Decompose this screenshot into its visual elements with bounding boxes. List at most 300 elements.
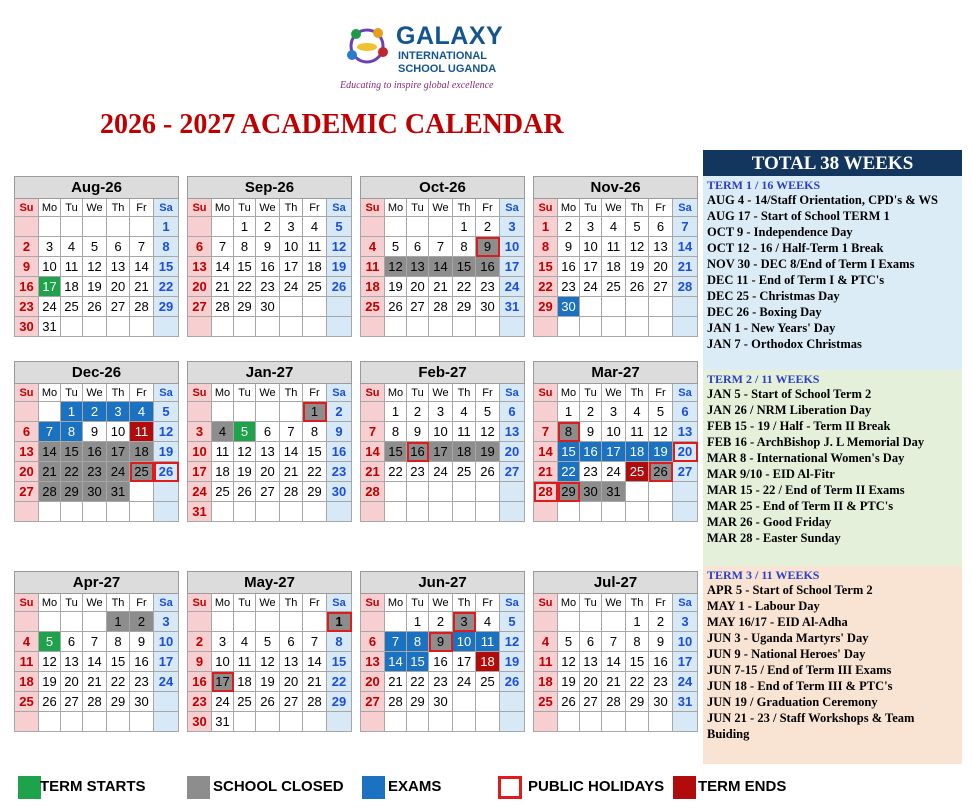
weekday-header: Fr [303,199,327,217]
calendar-day: 3 [154,612,179,632]
weekday-header: Mo [558,594,580,612]
empty-day [280,612,303,632]
calendar-day: 7 [361,422,385,442]
term-event: MAR 28 - Easter Sunday [707,531,841,545]
calendar-day: 13 [649,237,673,257]
calendar-day: 10 [107,422,130,442]
weekday-header: We [256,384,280,402]
calendar-day: 19 [234,462,256,482]
calendar-day: 28 [385,692,407,712]
weekday-header: Tu [234,594,256,612]
weekday-header: Mo [39,199,61,217]
calendar-day: 30 [429,692,453,712]
empty-day [626,712,649,732]
calendar-day: 5 [500,612,525,632]
empty-day [327,712,352,732]
month-calendar [533,571,698,732]
weekday-header: Mo [385,384,407,402]
calendar-day: 17 [154,652,179,672]
calendar-day: 3 [580,217,602,237]
calendar-day: 4 [361,237,385,257]
empty-day [407,712,429,732]
weekday-header: Sa [154,594,179,612]
calendar-day: 9 [580,422,602,442]
month-calendar [14,176,179,337]
weekday-header: Th [453,199,476,217]
weekday-header: Th [107,384,130,402]
empty-day [212,502,234,522]
empty-day [407,217,429,237]
calendar-day: 7 [83,632,107,652]
calendar-day: 21 [534,462,558,482]
calendar-day: 27 [673,462,698,482]
calendar-day: 22 [234,277,256,297]
calendar-day: 23 [649,672,673,692]
weekday-header: Tu [580,384,602,402]
calendar-day: 5 [649,402,673,422]
calendar-day: 2 [429,612,453,632]
month-calendar [533,176,698,337]
calendar-day: 28 [303,692,327,712]
month-name: Apr-27 [15,572,179,594]
weekday-header: Tu [407,594,429,612]
empty-day [580,317,602,337]
calendar-day: 4 [534,632,558,652]
calendar-day: 10 [500,237,525,257]
calendar-day: 27 [649,277,673,297]
calendar-day: 25 [602,277,626,297]
empty-day [626,297,649,317]
legend-swatch [18,776,41,799]
weekday-header: Sa [154,384,179,402]
galaxy-logo-icon [342,24,392,68]
weekday-header: Tu [234,199,256,217]
logo-subtitle: INTERNATIONAL [398,50,488,62]
empty-day [534,317,558,337]
empty-day [130,217,154,237]
empty-day [361,502,385,522]
calendar-day: 5 [154,402,179,422]
calendar-day: 20 [500,442,525,462]
calendar-day: 13 [280,652,303,672]
calendar-day: 6 [15,422,39,442]
empty-day [429,217,453,237]
calendar-day: 2 [83,402,107,422]
empty-day [154,692,179,712]
empty-day [39,612,61,632]
calendar-day: 18 [130,442,154,462]
empty-day [188,402,212,422]
calendar-day: 30 [256,297,280,317]
calendar-day: 20 [580,672,602,692]
calendar-day: 21 [39,462,61,482]
calendar-day: 15 [626,652,649,672]
empty-day [256,402,280,422]
empty-day [602,712,626,732]
calendar-day: 8 [385,422,407,442]
calendar-day: 10 [39,257,61,277]
calendar-day: 14 [429,257,453,277]
calendar-day: 6 [61,632,83,652]
calendar-day: 4 [476,612,500,632]
month-name: Jul-27 [534,572,698,594]
weekday-header: Tu [61,594,83,612]
empty-day [15,502,39,522]
calendar-day: 22 [61,462,83,482]
calendar-day: 25 [130,462,154,482]
empty-day [256,502,280,522]
calendar-day: 6 [500,402,525,422]
empty-day [500,482,525,502]
calendar-day: 2 [580,402,602,422]
calendar-day: 12 [39,652,61,672]
empty-day [83,712,107,732]
calendar-day: 14 [212,257,234,277]
month-calendar [14,571,179,732]
term-event: MAY 16/17 - EID Al-Adha [707,615,848,629]
calendar-day: 31 [212,712,234,732]
calendar-day: 23 [130,672,154,692]
calendar-day: 14 [361,442,385,462]
weekday-header: Tu [61,384,83,402]
empty-day [212,217,234,237]
calendar-day: 17 [580,257,602,277]
calendar-day: 26 [476,462,500,482]
calendar-day: 12 [327,237,352,257]
calendar-day: 2 [256,217,280,237]
empty-day [385,217,407,237]
empty-day [303,297,327,317]
calendar-day: 8 [107,632,130,652]
calendar-day: 19 [558,672,580,692]
calendar-day: 29 [453,297,476,317]
weekday-header: Mo [385,199,407,217]
calendar-day: 25 [476,672,500,692]
calendar-day: 4 [61,237,83,257]
month-name: Jan-27 [188,362,352,384]
term-event: MAR 8 - International Women's Day [707,451,905,465]
weekday-header: Th [280,384,303,402]
calendar-day: 18 [602,257,626,277]
calendar-day: 20 [280,672,303,692]
calendar-day: 6 [188,237,212,257]
calendar-day: 11 [361,257,385,277]
weekday-header: Tu [580,199,602,217]
calendar-day: 17 [673,652,698,672]
weekday-header: Th [626,594,649,612]
empty-day [39,712,61,732]
calendar-day: 23 [188,692,212,712]
empty-day [558,502,580,522]
empty-day [500,692,525,712]
calendar-day: 8 [626,632,649,652]
calendar-day: 4 [15,632,39,652]
calendar-day: 22 [385,462,407,482]
calendar-day: 15 [303,442,327,462]
weekday-header: We [256,199,280,217]
calendar-day: 24 [500,277,525,297]
calendar-day: 9 [188,652,212,672]
calendar-day: 24 [580,277,602,297]
calendar-day: 1 [303,402,327,422]
calendar-day: 11 [130,422,154,442]
term-header: TERM 2 / 11 WEEKS [707,372,820,386]
calendar-day: 2 [327,402,352,422]
calendar-day: 13 [407,257,429,277]
calendar-day: 7 [130,237,154,257]
page-title: 2026 - 2027 ACADEMIC CALENDAR [100,109,564,140]
calendar-day: 12 [234,442,256,462]
calendar-day: 5 [83,237,107,257]
calendar-day: 24 [453,672,476,692]
empty-day [61,612,83,632]
calendar-day: 26 [83,297,107,317]
calendar-day: 11 [534,652,558,672]
empty-day [303,317,327,337]
term-event: JUN 18 - End of Term III & PTC's [707,679,893,693]
calendar-day: 23 [256,277,280,297]
term-3-panel [703,566,962,764]
calendar-day: 31 [107,482,130,502]
calendar-day: 20 [107,277,130,297]
calendar-day: 29 [234,297,256,317]
term-event: FEB 15 - 19 / Half - Term II Break [707,419,891,433]
empty-day [303,712,327,732]
weekday-header: Su [361,199,385,217]
calendar-day: 28 [534,482,558,502]
empty-day [385,317,407,337]
month-name: Oct-26 [361,177,525,199]
calendar-day: 19 [327,257,352,277]
term-event: MAR 9/10 - EID Al-Fitr [707,467,835,481]
weekday-header: Th [107,594,130,612]
calendar-day: 12 [558,652,580,672]
calendar-day: 17 [39,277,61,297]
weekday-header: Sa [327,199,352,217]
empty-day [626,317,649,337]
calendar-day: 4 [234,632,256,652]
calendar-day: 16 [407,442,429,462]
calendar-day: 13 [188,257,212,277]
calendar-day: 6 [361,632,385,652]
calendar-day: 11 [453,422,476,442]
calendar-day: 14 [303,652,327,672]
empty-day [234,712,256,732]
calendar-day: 22 [453,277,476,297]
calendar-day: 8 [327,632,352,652]
calendar-day: 12 [626,237,649,257]
calendar-day: 20 [673,442,698,462]
weekday-header: Mo [39,384,61,402]
calendar-day: 20 [649,257,673,277]
empty-day [429,712,453,732]
calendar-day: 6 [649,217,673,237]
calendar-day: 30 [83,482,107,502]
calendar-day: 23 [327,462,352,482]
calendar-day: 10 [453,632,476,652]
weekday-header: Mo [558,384,580,402]
weekday-header: Th [280,594,303,612]
calendar-day: 21 [130,277,154,297]
month-name: Sep-26 [188,177,352,199]
calendar-day: 5 [327,217,352,237]
weekday-header: We [256,594,280,612]
calendar-day: 28 [429,297,453,317]
empty-day [15,612,39,632]
calendar-day: 25 [626,462,649,482]
empty-day [649,482,673,502]
empty-day [280,502,303,522]
term-header: TERM 3 / 11 WEEKS [707,568,820,582]
weekday-header: Th [280,199,303,217]
calendar-day: 22 [407,672,429,692]
calendar-day: 7 [429,237,453,257]
calendar-day: 3 [107,402,130,422]
empty-day [429,502,453,522]
calendar-day: 8 [453,237,476,257]
weekday-header: Sa [500,384,525,402]
calendar-day: 22 [303,462,327,482]
calendar-day: 7 [385,632,407,652]
calendar-day: 18 [626,442,649,462]
term-event: NOV 30 - DEC 8/End of Term I Exams [707,257,915,271]
empty-day [476,692,500,712]
calendar-day: 20 [188,277,212,297]
empty-day [602,297,626,317]
calendar-day: 30 [580,482,602,502]
empty-day [602,502,626,522]
calendar-day: 11 [602,237,626,257]
calendar-day: 4 [130,402,154,422]
empty-day [407,482,429,502]
empty-day [476,712,500,732]
empty-day [453,482,476,502]
calendar-day: 1 [558,402,580,422]
calendar-day: 9 [83,422,107,442]
calendar-day: 10 [212,652,234,672]
calendar-day: 10 [188,442,212,462]
calendar-day: 2 [130,612,154,632]
term-event: JUN 9 - National Heroes' Day [707,647,866,661]
weekday-header: Mo [39,594,61,612]
empty-day [500,712,525,732]
empty-day [327,317,352,337]
month-name: Dec-26 [15,362,179,384]
calendar-day: 24 [154,672,179,692]
weekday-header: We [602,384,626,402]
calendar-day: 31 [188,502,212,522]
calendar-day: 2 [188,632,212,652]
term-2-panel [703,370,962,566]
weekday-header: Mo [558,199,580,217]
term-event: OCT 12 - 16 / Half-Term 1 Break [707,241,884,255]
calendar-day: 10 [280,237,303,257]
calendar-day: 11 [212,442,234,462]
calendar-day: 1 [534,217,558,237]
calendar-day: 23 [476,277,500,297]
calendar-day: 13 [107,257,130,277]
calendar-day: 9 [558,237,580,257]
calendar-day: 8 [234,237,256,257]
weekday-header: Fr [476,384,500,402]
weekday-header: Mo [212,594,234,612]
calendar-day: 14 [130,257,154,277]
weekday-header: We [429,199,453,217]
empty-day [39,217,61,237]
calendar-day: 24 [212,692,234,712]
calendar-day: 26 [154,462,179,482]
calendar-day: 21 [385,672,407,692]
calendar-day: 18 [234,672,256,692]
empty-day [327,502,352,522]
empty-day [107,317,130,337]
calendar-day: 17 [429,442,453,462]
weekday-header: Fr [649,384,673,402]
calendar-day: 19 [83,277,107,297]
calendar-day: 5 [256,632,280,652]
calendar-day: 9 [256,237,280,257]
weekday-header: Th [107,199,130,217]
weekday-header: Th [626,384,649,402]
calendar-day: 31 [673,692,698,712]
calendar-day: 17 [280,257,303,277]
calendar-day: 16 [130,652,154,672]
weekday-header: Sa [327,384,352,402]
weekday-header: Mo [212,384,234,402]
calendar-day: 20 [61,672,83,692]
calendar-day: 30 [649,692,673,712]
empty-day [500,502,525,522]
calendar-day: 21 [673,257,698,277]
calendar-day: 30 [188,712,212,732]
calendar-day: 10 [673,632,698,652]
calendar-day: 14 [673,237,698,257]
calendar-day: 17 [212,672,234,692]
calendar-day: 26 [649,462,673,482]
calendar-day: 13 [256,442,280,462]
calendar-day: 18 [212,462,234,482]
empty-day [361,712,385,732]
calendar-day: 21 [280,462,303,482]
term-event: JUN 3 - Uganda Martyrs' Day [707,631,869,645]
weekday-header: Su [188,384,212,402]
empty-day [188,317,212,337]
calendar-day: 6 [673,402,698,422]
empty-day [234,612,256,632]
calendar-day: 4 [602,217,626,237]
calendar-day: 29 [558,482,580,502]
calendar-day: 21 [212,277,234,297]
calendar-day: 12 [83,257,107,277]
calendar-day: 27 [407,297,429,317]
calendar-day: 28 [130,297,154,317]
weekday-header: Th [626,199,649,217]
month-name: Nov-26 [534,177,698,199]
calendar-day: 21 [83,672,107,692]
weekday-header: Fr [303,594,327,612]
calendar-day: 2 [558,217,580,237]
calendar-day: 16 [476,257,500,277]
calendar-day: 25 [61,297,83,317]
empty-day [280,317,303,337]
empty-day [361,612,385,632]
empty-day [407,502,429,522]
calendar-day: 9 [429,632,453,652]
weekday-header: Fr [649,594,673,612]
empty-day [83,317,107,337]
empty-day [580,712,602,732]
weekday-header: Su [534,199,558,217]
